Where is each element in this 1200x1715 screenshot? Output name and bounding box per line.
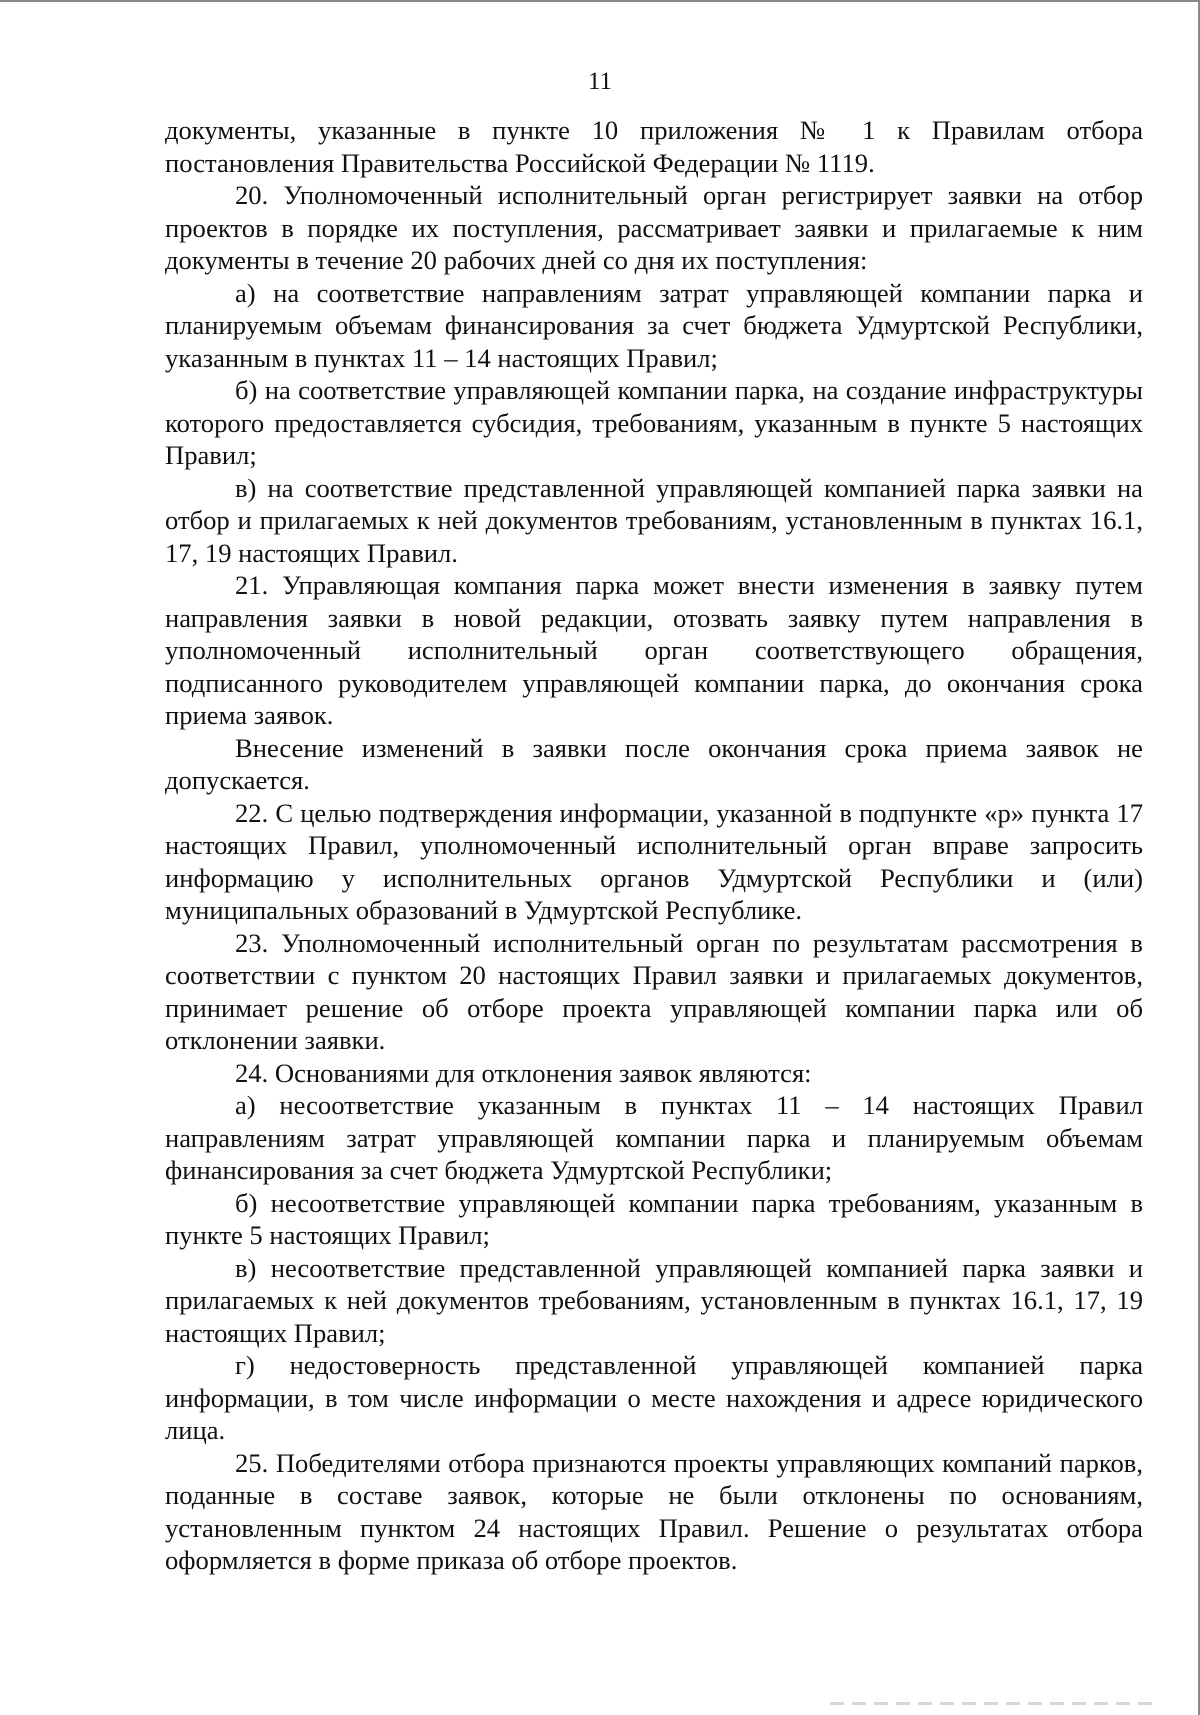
paragraph-24-b: б) несоответствие управляющей компании парка требованиям, указанным в пункте 5 настоящих Правил; [165, 1187, 1143, 1250]
paragraph-24: 24. Основаниями для отклонения заявок являются: [235, 1057, 812, 1088]
document-body [165, 114, 1143, 1577]
paragraph-23: 23. Уполномоченный исполнительный орган по результатам рассмотрения в соответствии с пунктом 20 настоящих Правил заявки и прилагаемых документов, принимает решение об отборе проекта управляющей компании парка или об отклонении заявки. [165, 927, 1143, 1055]
page-number: 11 [587, 68, 613, 95]
paragraph-22: 22. С целью подтверждения информации, указанной в подпункте «р» пункта 17 настоящих Правил, уполномоченный исполнительный орган вправе запросить информацию у исполнительных органов Удмуртской Республики и (или) муниципальных образований в Удмуртской Республике. [165, 797, 1143, 925]
paragraph-20-a: а) на соответствие направлениям затрат управляющей компании парка и планируемым объемам финансирования за счет бюджета Удмуртской Республики, указанным в пунктах 11 – 14 настоящих Правил; [165, 277, 1143, 373]
paragraph-24-a: а) несоответствие указанным в пунктах 11 – 14 настоящих Правил направлениям затрат управляющей компании парка и планируемым объемам финансирования за счет бюджета Удмуртской Республики; [165, 1090, 1143, 1185]
paragraph-21-note: Внесение изменений в заявки после окончания срока приема заявок не допускается. [165, 732, 1143, 795]
paragraph-21: 21. Управляющая компания парка может внести изменения в заявку путем направления заявки в новой редакции, отозвать заявку путем направления в уполномоченный исполнительный орган соответствующего обращения, подписанного руководителем управляющей компании парка, до окончания срока приема заявок. [165, 570, 1143, 730]
paragraph-25: 25. Победителями отбора признаются проекты управляющих компаний парков, поданные в составе заявок, которые не были отклонены по основаниям, установленным пунктом 24 настоящих Правил. Решение о результатах отбора оформляется в форме приказа об отборе проектов. [165, 1447, 1143, 1575]
paragraph-24-g: г) недостоверность представленной управляющей компанией парка информации, в том числе информации о месте нахождения и адресе юридического лица. [165, 1350, 1143, 1445]
paragraph-continuation: документы, указанные в пункте 10 приложения № 1 к Правилам отбора постановления Правительства Российской Федерации № 1119. [165, 115, 1143, 178]
paragraph-20-v: в) на соответствие представленной управляющей компанией парка заявки на отбор и прилагаемых к ней документов требованиям, установленным в пунктах 16.1, 17, 19 настоящих Правил. [165, 472, 1143, 568]
paragraph-24-v: в) несоответствие представленной управляющей компанией парка заявки и прилагаемых к ней документов требованиям, установленным в пунктах 16.1, 17, 19 настоящих Правил; [165, 1252, 1143, 1348]
scan-artifact [830, 1702, 1160, 1705]
paragraph-20: 20. Уполномоченный исполнительный орган регистрирует заявки на отбор проектов в порядке их поступления, рассматривает заявки и прилагаемые к ним документы в течение 20 рабочих дней со дня их поступления: [165, 180, 1143, 275]
paragraph-20-b: б) на соответствие управляющей компании парка, на создание инфраструктуры которого предоставляется субсидия, требованиям, указанным в пункте 5 настоящих Правил; [165, 375, 1143, 470]
